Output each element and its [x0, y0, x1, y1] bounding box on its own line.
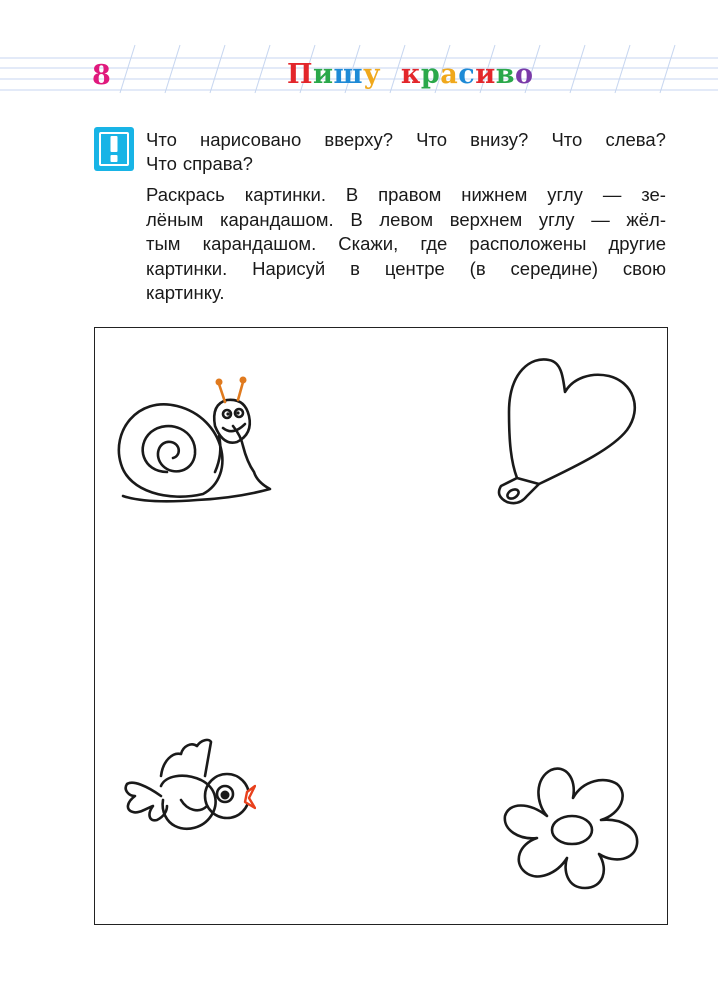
title-letter: и — [475, 59, 496, 90]
word: (в — [469, 257, 486, 279]
title-word-1 — [287, 59, 381, 90]
word: картинки. — [146, 257, 228, 279]
title-letter: а — [440, 59, 459, 90]
page-title — [287, 59, 534, 90]
word: верхнем — [449, 208, 523, 230]
flower-picture — [497, 758, 647, 893]
word: внизу? — [470, 129, 529, 150]
word: правом — [378, 184, 442, 205]
word: карандашом. — [220, 208, 334, 230]
title-letter: у — [363, 59, 381, 90]
title-letter: ш — [333, 59, 364, 90]
word: Что — [551, 129, 583, 150]
word: Что — [146, 129, 177, 150]
word: свою — [622, 257, 666, 279]
title-letter: в — [495, 59, 515, 90]
text-line — [146, 183, 666, 208]
word: середине) — [510, 257, 599, 279]
word: центре — [384, 257, 445, 279]
word: углу — [538, 208, 575, 230]
word: Что — [416, 129, 448, 150]
word: вверху? — [324, 129, 394, 150]
word: справа? — [182, 153, 253, 174]
word: жёл- — [626, 208, 666, 230]
title-letter: р — [420, 59, 441, 90]
word: углу — [547, 184, 583, 205]
balloon-picture — [491, 352, 641, 512]
page-number: 8 — [92, 60, 111, 91]
word: другие — [608, 233, 666, 254]
word: слева? — [605, 129, 666, 150]
title-letter: и — [313, 59, 334, 90]
instruction-text — [146, 183, 666, 306]
word: картинки. — [244, 184, 326, 205]
title-letter: с — [458, 59, 476, 90]
word: где — [420, 233, 448, 254]
text-line — [146, 128, 666, 152]
coloring-frame — [94, 327, 668, 925]
word: в — [350, 257, 360, 279]
word: картинку. — [146, 282, 225, 303]
title-letter: П — [287, 59, 313, 90]
page-header — [0, 0, 718, 110]
word: Нарисуй — [252, 257, 326, 279]
word: В — [350, 208, 363, 230]
word: Раскрась — [146, 184, 225, 205]
word: карандашом. — [202, 233, 317, 254]
exclamation-badge — [94, 127, 134, 171]
title-word-2 — [401, 59, 534, 90]
text-line — [146, 232, 666, 257]
word: Скажи, — [338, 233, 399, 254]
word: В — [345, 184, 359, 205]
notebook-grid — [0, 0, 718, 110]
word: нарисовано — [200, 129, 302, 150]
word: Что — [146, 153, 177, 174]
snail-picture — [107, 376, 277, 516]
bird-picture — [121, 736, 256, 846]
word: тым — [146, 233, 181, 254]
word: расположены — [469, 233, 587, 254]
text-line — [146, 281, 666, 306]
question-text — [146, 128, 666, 176]
text-line — [146, 257, 666, 282]
text-line — [146, 152, 666, 176]
word: левом — [379, 208, 434, 230]
exclamation-icon — [109, 136, 119, 162]
word: нижнем — [461, 184, 528, 205]
word: зе- — [641, 184, 666, 205]
word: — — [591, 208, 610, 230]
word: лёным — [146, 208, 204, 230]
title-letter: о — [515, 59, 534, 90]
word: — — [602, 184, 622, 205]
title-letter: к — [400, 59, 421, 90]
text-line — [146, 208, 666, 233]
